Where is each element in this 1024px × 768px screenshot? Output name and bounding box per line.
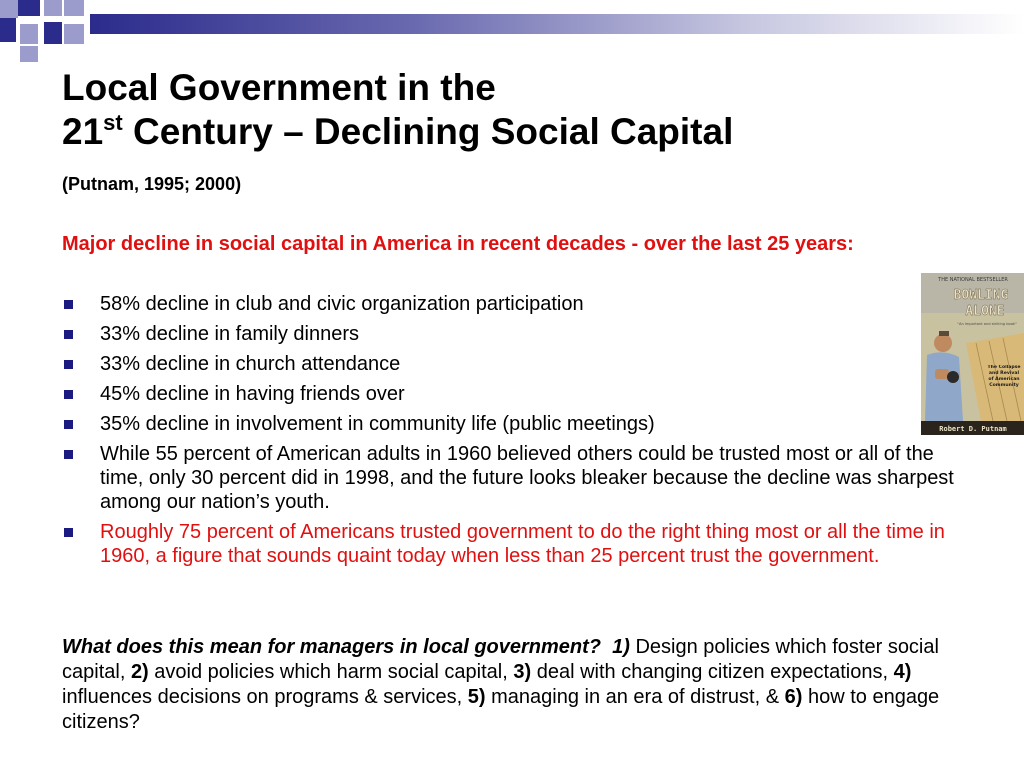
- square-bullet-icon: [64, 360, 73, 369]
- closing-number: 2): [130, 661, 149, 683]
- bullet-text: While 55 percent of American adults in 1960 believed others could be trusted most or all of the time, only 30 percent did in 1998, and the future looks bleaker because the decline was sharpest among our nation’s youth.: [100, 443, 954, 513]
- slide-title: [62, 66, 962, 154]
- square-bullet-icon: [64, 528, 73, 537]
- title-line-1: Local Government in the: [62, 67, 496, 108]
- deco-square: [64, 0, 84, 16]
- closing-number: 1): [612, 636, 630, 658]
- bullet-text: 33% decline in church attendance: [100, 353, 401, 375]
- bullet-item: [62, 412, 962, 436]
- bullet-text: 58% decline in club and civic organization participation: [100, 293, 584, 315]
- deco-square: [20, 46, 38, 62]
- closing-text: Design policies which foster social capital,: [62, 636, 939, 683]
- book-top-line: THE NATIONAL BESTSELLER: [938, 277, 1008, 283]
- title-ordinal: st: [103, 110, 123, 135]
- title-line-2: [62, 110, 962, 154]
- closing-number: 6): [784, 686, 803, 708]
- citation: (Putnam, 1995; 2000): [62, 174, 242, 194]
- closing-text: managing in an era of distrust, &: [485, 686, 785, 708]
- closing-text: deal with changing citizen expectations,: [531, 661, 894, 683]
- deco-square: [18, 0, 40, 16]
- closing-number: 3): [513, 661, 532, 683]
- closing-text: influences decisions on programs & services,: [62, 686, 468, 708]
- book-cover-image: [921, 273, 1024, 435]
- bullet-item: [62, 382, 962, 406]
- closing-paragraph: [62, 635, 967, 735]
- book-cover-art: [921, 273, 1024, 435]
- square-bullet-icon: [64, 420, 73, 429]
- deco-gradient-bar: [90, 14, 1024, 34]
- header-decoration: [0, 0, 1024, 62]
- book-title-2: ALONE: [965, 304, 1005, 319]
- deco-square: [0, 18, 16, 42]
- closing-text: avoid policies which harm social capital,: [148, 661, 514, 683]
- closing-number: 4): [893, 661, 912, 683]
- book-title-1: BOWLING: [953, 288, 1009, 303]
- closing-text: how to engage citizens?: [62, 686, 940, 733]
- bullet-item: [62, 322, 962, 346]
- closing-number: 5): [467, 686, 486, 708]
- title-number: 21: [62, 111, 104, 152]
- bullet-item: [62, 442, 962, 514]
- bullet-item: [62, 352, 962, 376]
- deco-square: [44, 22, 62, 44]
- bullet-item-highlight: [62, 520, 962, 568]
- bullet-text: 35% decline in involvement in community life (public meetings): [100, 413, 655, 435]
- intro-heading: Major decline in social capital in America in recent decades - over the last 25 years:: [62, 233, 854, 255]
- square-bullet-icon: [64, 300, 73, 309]
- deco-square: [20, 24, 38, 44]
- title-rest: Century – Declining Social Capital: [122, 111, 734, 152]
- deco-square: [44, 0, 62, 16]
- bullet-text: 45% decline in having friends over: [100, 383, 405, 405]
- bullet-text: 33% decline in family dinners: [100, 323, 360, 345]
- square-bullet-icon: [64, 390, 73, 399]
- bullet-item: [62, 292, 962, 316]
- square-bullet-icon: [64, 330, 73, 339]
- square-bullet-icon: [64, 450, 73, 459]
- deco-square: [0, 0, 18, 18]
- bullet-text: Roughly 75 percent of Americans trusted government to do the right thing most or all the time in 1960, a figure that sounds quaint today when less than 25 percent trust the government.: [100, 521, 945, 567]
- closing-question: What does this mean for managers in local government?: [62, 636, 601, 658]
- deco-square: [64, 24, 84, 44]
- book-subtitle: The Collapse and Revival of American Community: [987, 365, 1021, 388]
- bullet-list: [62, 292, 962, 574]
- book-author: Robert D. Putnam: [939, 425, 1007, 433]
- book-blurb: "An important and striking book": [957, 322, 1017, 326]
